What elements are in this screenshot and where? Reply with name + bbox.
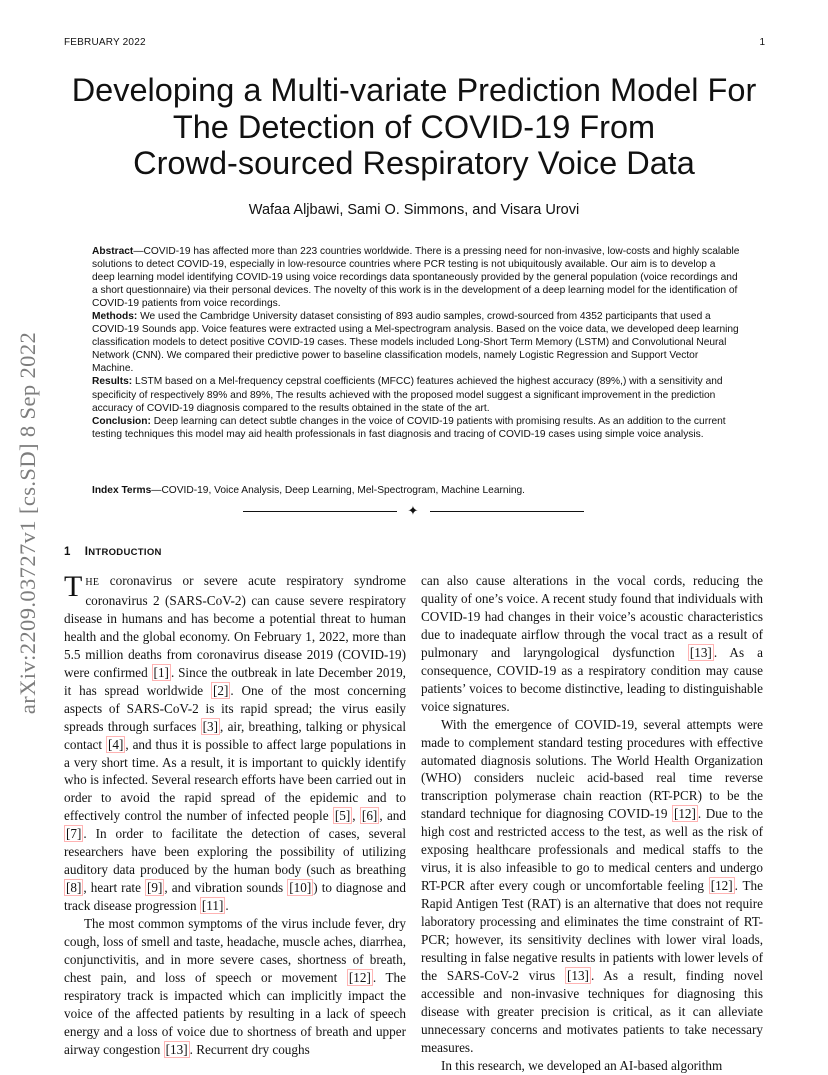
text-run: . The Rapid Antigen Test (RAT) is an alternative that does not require laboratory processing and eliminates the time constraint of RT-PCR; however, its sensitivity declines with lower viral loads, resulting in false negative results in patients with lower levels of the SARS-CoV-2 virus (421, 878, 763, 983)
divider-star-icon: ✦ (407, 503, 419, 518)
citation-link[interactable]: [12] (710, 878, 733, 894)
arxiv-identifier-stamp (8, 295, 48, 751)
divider-rule-right (430, 511, 584, 512)
citation-link[interactable]: [8] (66, 880, 82, 896)
text-run: . As a result, finding novel accessible and non-invasive techniques for diagnosing this disease with greater precision is critical, as it can alleviate unnecessary concerns and motivates patients to take necessary measures. (421, 967, 763, 1055)
paper-title (64, 72, 764, 182)
citation-link[interactable]: [10] (289, 880, 312, 896)
text-run: In this research, we developed an AI-based algorithm (441, 1057, 723, 1073)
drop-cap: T (64, 570, 83, 603)
citation-link[interactable]: [7] (66, 826, 82, 842)
text-run: . (225, 898, 229, 914)
body-paragraph (421, 716, 763, 1057)
section-title-rest: NTRODUCTION (88, 547, 162, 558)
citation-link[interactable]: [5] (334, 808, 351, 824)
text-run: can also cause alterations in the vocal cords, reducing the quality of one’s voice. A recent study found that individuals with COVID-19 had changes in their voice’s acoustic characteristics due to inadequate airflow through the vocal tract as a result of pulmonary and laryngological dysfunction (421, 573, 763, 660)
index-terms (92, 484, 740, 497)
abstract (92, 245, 740, 441)
text-run: , and thus it is possible to affect large populations in a very short time. As a result, it is important to quickly identify who is infected. Several research efforts have been carried out in order to avoid the rapid spread of the epidemic and to effectively control the number of infected people (64, 736, 406, 824)
title-line-1: Developing a Multi-variate Prediction Model For (71, 72, 757, 108)
text-run: coronavirus or severe acute respiratory syndrome coronavirus 2 (SARS-CoV-2) can cause severe respiratory disease in humans and has become a potential threat to human health and the global economy. On February 1, 2022, more than 5.5 million deaths from coronavirus disease 2019 (COVID-19) were confirmed (64, 573, 406, 680)
body-column-right (421, 572, 763, 1075)
arxiv-identifier-text: arXiv:2209.03727v1 [cs.SD] 8 Sep 2022 (15, 331, 40, 715)
section-divider (243, 503, 584, 518)
conclusion-text: Deep learning can detect subtle changes in the voice of COVID-19 patients with promising results. As an addition to the current testing techniques this model may aid health professionals in fast diagnosis and tracing of COVID-19 cases using simple voice analysis. (92, 415, 726, 440)
text-run: , and (379, 808, 406, 824)
text-run: , air, breathing, talking or physical contact (64, 718, 406, 752)
citation-link[interactable]: [13] (689, 644, 712, 660)
text-run: . Since the outbreak in late December 2019, it has spread worldwide (64, 664, 406, 698)
author-list: Wafaa Aljbawi, Sami O. Simmons, and Visara Urovi (248, 202, 580, 218)
text-run: . As a consequence, COVID-19 as a respiratory condition may cause patients’ voices to become distinctive, leading to distinguishable voice signatures. (421, 644, 763, 714)
body-paragraph (421, 572, 763, 716)
text-run: , and vibration sounds (164, 880, 288, 896)
citation-link[interactable]: [1] (153, 664, 169, 680)
citation-link[interactable]: [6] (361, 808, 378, 824)
text-run: ) to diagnose and track disease progression (64, 880, 406, 914)
index-terms-label: Index Terms (92, 485, 152, 496)
text-run: . In order to facilitate the detection of cases, several researchers have been exploring the possibility of utilizing auditory data produced by the human body (such as breathing (64, 826, 406, 878)
divider-rule-left (243, 511, 397, 512)
text-run: With the emergence of COVID-19, several attempts were made to complement standard testing procedures with effective automated diagnosis solutions. The World Health Organization (WHO) considers nucleic acid-based real time reverse transcription polymerase chain reaction (RT-PCR) to be the standard technique for diagnosing COVID-19 (421, 716, 763, 822)
abstract-text: —COVID-19 has affected more than 223 countries worldwide. There is a pressing need for non-invasive, low-costs and highly scalable solutions to detect COVID-19, especially in low-resource countries where PCR testing is not ubiquitously available. Our aim is to develop a deep learning model identifying COVID-19 using voice recordings data spontaneously provided by the general population (voice recordings and a short questionnaire) via their personal devices. The novelty of this work is in the development of a deep learning model for the identification of COVID-19 patients from voice recordings. (92, 246, 740, 310)
body-paragraph (64, 915, 406, 1059)
citation-link[interactable]: [2] (212, 682, 229, 698)
index-terms-text: —COVID-19, Voice Analysis, Deep Learning, Mel-Spectrogram, Machine Learning. (151, 485, 525, 496)
citation-link[interactable]: [13] (165, 1041, 188, 1057)
citation-link[interactable]: [12] (673, 806, 696, 822)
abstract-paragraph (92, 245, 740, 310)
conclusion-paragraph (92, 415, 740, 441)
text-run: . The respiratory track is impacted which can implicitly impact the voice of the affected patients by resulting in a lack of speech energy and a loss of voice due to shortness of breath and upper airway congestion (64, 969, 406, 1057)
citation-link[interactable]: [12] (348, 969, 371, 985)
text-run: . One of the most concerning aspects of SARS-CoV-2 is its rapid spread; the virus easily spreads through surfaces (64, 682, 406, 734)
methods-paragraph (92, 310, 740, 375)
citation-link[interactable]: [4] (107, 736, 124, 752)
results-text: LSTM based on a Mel-frequency cepstral coefficients (MFCC) features achieved the highest accuracy (89%,) with a sensitivity and specificity of respectively 89% and 89%, The results achieved with the proposed model suggest a significant improvement in the prediction accuracy of COVID-19 diagnosis compared to the results obtained in the state of the art. (92, 376, 723, 414)
conclusion-label: Conclusion: (92, 415, 151, 427)
abstract-label: Abstract (92, 246, 134, 257)
body-paragraph (64, 572, 406, 915)
text-run: . Due to the high cost and restricted access to the test, as well as the risk of exposing healthcare professionals and medical staffs to the virus, it is also infeasible to go to medical centers and undergo RT-PCR after every cough or uncomfortable feeling (421, 806, 763, 894)
citation-link[interactable]: [11] (201, 898, 224, 914)
text-run: , heart rate (83, 880, 145, 896)
methods-text: We used the Cambridge University dataset consisting of 893 audio samples, crowd-sourced from 4352 participants that used a COVID-19 Sounds app. Voice features were extracted using a Mel-spectrogram analysis. Based on the voice data, we developed deep learning classification models to detect positive COVID-19 cases. These models included Long-Short Term Memory (LSTM) and Convolutional Neural Network (CNN). We compared their predictive power to baseline classification models, namely Logistic Regression and Support Vector Machine. (92, 311, 739, 375)
section-heading-introduction (64, 546, 162, 558)
citation-link[interactable]: [3] (202, 718, 218, 734)
title-line-2: The Detection of COVID-19 From (172, 108, 656, 145)
lead-smallcaps: HE (85, 577, 100, 588)
results-paragraph (92, 375, 740, 414)
body-column-left (64, 572, 406, 1059)
citation-link[interactable]: [13] (566, 967, 589, 983)
methods-label: Methods: (92, 311, 138, 323)
text-run: . Recurrent dry coughs (189, 1041, 310, 1057)
page-number: 1 (759, 37, 765, 48)
section-title-initial: I (84, 546, 89, 558)
text-run: The most common symptoms of the virus include fever, dry cough, loss of smell and taste, headache, muscle aches, diarrhea, conjunctivitis, and in more severe cases, shortness of breath, chest pain, and loss of speech or movement (64, 916, 406, 985)
section-number: 1 (64, 546, 71, 558)
text-run: , (352, 808, 360, 824)
results-label: Results: (92, 376, 133, 388)
running-header-date: FEBRUARY 2022 (64, 37, 146, 48)
citation-link[interactable]: [9] (147, 880, 163, 896)
title-line-3: Crowd-sourced Respiratory Voice Data (133, 145, 695, 181)
